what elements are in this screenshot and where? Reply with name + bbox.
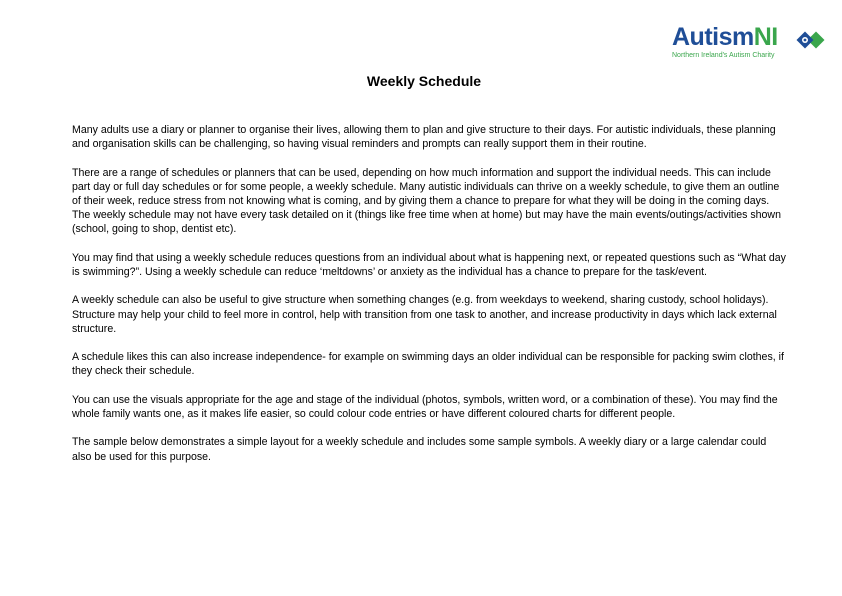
paragraph-structure: A weekly schedule can also be useful to give structure when something changes (e.g. from weekdays to weekend, sharing custody, school holidays). Structure may help your child to feel more in control, help with transition from one task to another, and increase productivity in days which lack external structure.	[72, 294, 777, 335]
document-body	[72, 123, 788, 478]
autism-ni-logo	[672, 22, 827, 62]
logo-wordmark-autism: Autism	[672, 23, 754, 51]
page-title: Weekly Schedule	[366, 73, 482, 89]
paragraph-schedule-types: There are a range of schedules or planners that can be used, depending on how much information and support the individual needs. This can include part day or full day schedules or for some people, a weekly schedule. Many autistic individuals can thrive on a weekly schedule, to give them an outline of their week, reduce stress from not knowing what is coming, and by giving them a chance to prepare for what they will be doing in the coming days. The weekly schedule may not have every task detailed on it (things like free time when at home) but may have the main events/outings/activities shown (school, going to shop, dentist etc).	[72, 166, 781, 236]
paragraph-visuals: You can use the visuals appropriate for the age and stage of the individual (photos, symbols, written word, or a combination of these). You may find the whole family wants one, as it makes life easier, so could colour code entries or have different coloured charts for different people.	[72, 393, 778, 420]
paragraph-reduce-questions: You may find that using a weekly schedule reduces questions from an individual about what is happening next, or repeated questions such as “What day is swimming?”. Using a weekly schedule can reduce ‘meltdowns’ or anxiety as the individual has a chance to prepare for the task/event.	[72, 251, 786, 278]
diamond-puzzle-icon	[790, 24, 826, 60]
paragraph-sample: The sample below demonstrates a simple layout for a weekly schedule and includes some sample symbols. A weekly diary or a large calendar could also be used for this purpose.	[72, 436, 767, 463]
logo-wordmark-ni: NI	[753, 23, 778, 51]
logo-wordmark	[672, 22, 778, 52]
paragraph-intro: Many adults use a diary or planner to organise their lives, allowing them to plan and give structure to their days. For autistic individuals, these planning and organisation skills can be challenging, so having visual reminders and prompts can really support them in their routine.	[72, 124, 776, 151]
paragraph-independence: A schedule likes this can also increase independence- for example on swimming days an older individual can be responsible for packing swim clothes, if they check their schedule.	[72, 351, 784, 378]
logo-tagline: Northern Ireland's Autism Charity	[672, 52, 775, 59]
